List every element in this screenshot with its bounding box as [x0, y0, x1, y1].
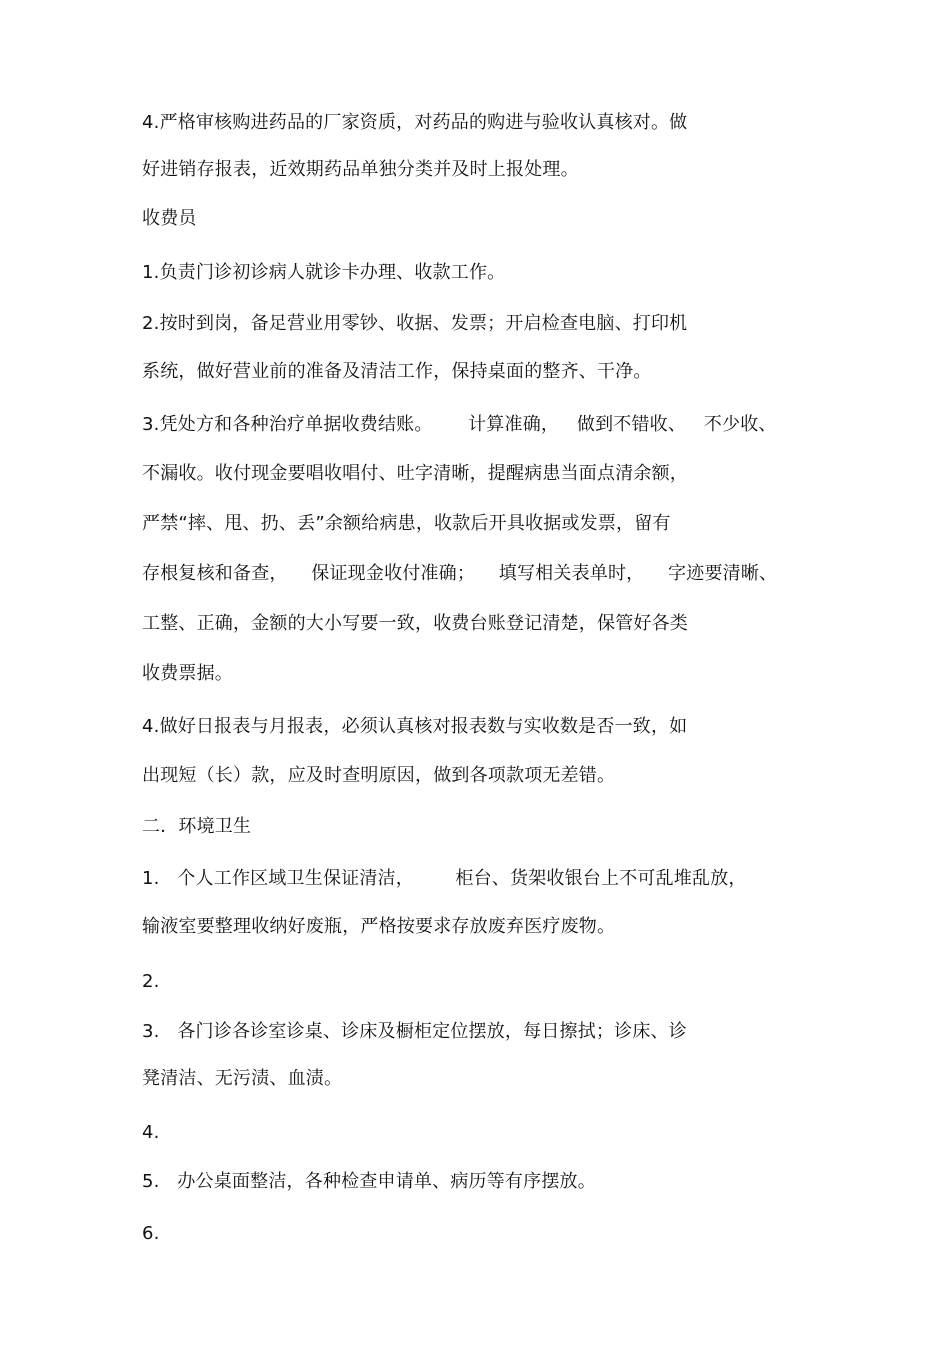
text-line: 3. 各门诊各诊室诊桌、诊床及橱柜定位摆放，每日擦拭；诊床、诊: [142, 1021, 687, 1042]
text-line: 严禁“摔、甩、扔、丢”余额给病患，收款后开具收据或发票，留有: [142, 513, 671, 534]
text-line: 凳清洁、无污渍、血渍。: [142, 1068, 343, 1089]
section-heading: 二．环境卫生: [142, 816, 252, 837]
text-line: 1. 个人工作区域卫生保证清洁， 柜台、货架收银台上不可乱堆乱放，: [142, 868, 747, 889]
text-line: 收费票据。: [142, 663, 233, 684]
text-line: 3.凭处方和各种治疗单据收费结账。 计算准确， 做到不错收、 不少收、: [142, 414, 777, 435]
text-line: 1.负责门诊初诊病人就诊卡办理、收款工作。: [142, 262, 506, 283]
text-line: 好进销存报表，近效期药品单独分类并及时上报处理。: [142, 159, 579, 180]
text-line: 2.按时到岗，备足营业用零钞、收据、发票；开启检查电脑、打印机: [142, 313, 688, 334]
list-number: 2.: [142, 971, 160, 992]
text-line: 存根复核和备查， 保证现金收付准确； 填写相关表单时， 字迹要清晰、: [142, 563, 778, 584]
text-line: 不漏收。收付现金要唱收唱付、吐字清晰，提醒病患当面点清余额，: [142, 463, 688, 484]
list-number: 4.: [142, 1122, 160, 1143]
text-line: 输液室要整理收纳好废瓶，严格按要求存放废弃医疗废物。: [142, 916, 616, 937]
text-line: 出现短（长）款，应及时查明原因，做到各项款项无差错。: [142, 765, 616, 786]
text-line: 系统，做好营业前的准备及清洁工作，保持桌面的整齐、干净。: [142, 361, 652, 382]
text-line: 工整、正确，金额的大小写要一致，收费台账登记清楚，保管好各类: [142, 613, 688, 634]
text-line: 5. 办公桌面整洁，各种检查申请单、病历等有序摆放。: [142, 1171, 596, 1192]
text-line: 4.严格审核购进药品的厂家资质，对药品的购进与验收认真核对。做: [142, 112, 688, 133]
text-line: 4.做好日报表与月报表，必须认真核对报表数与实收数是否一致，如: [142, 716, 688, 737]
section-heading: 收费员: [142, 208, 197, 229]
list-number: 6.: [142, 1223, 160, 1244]
